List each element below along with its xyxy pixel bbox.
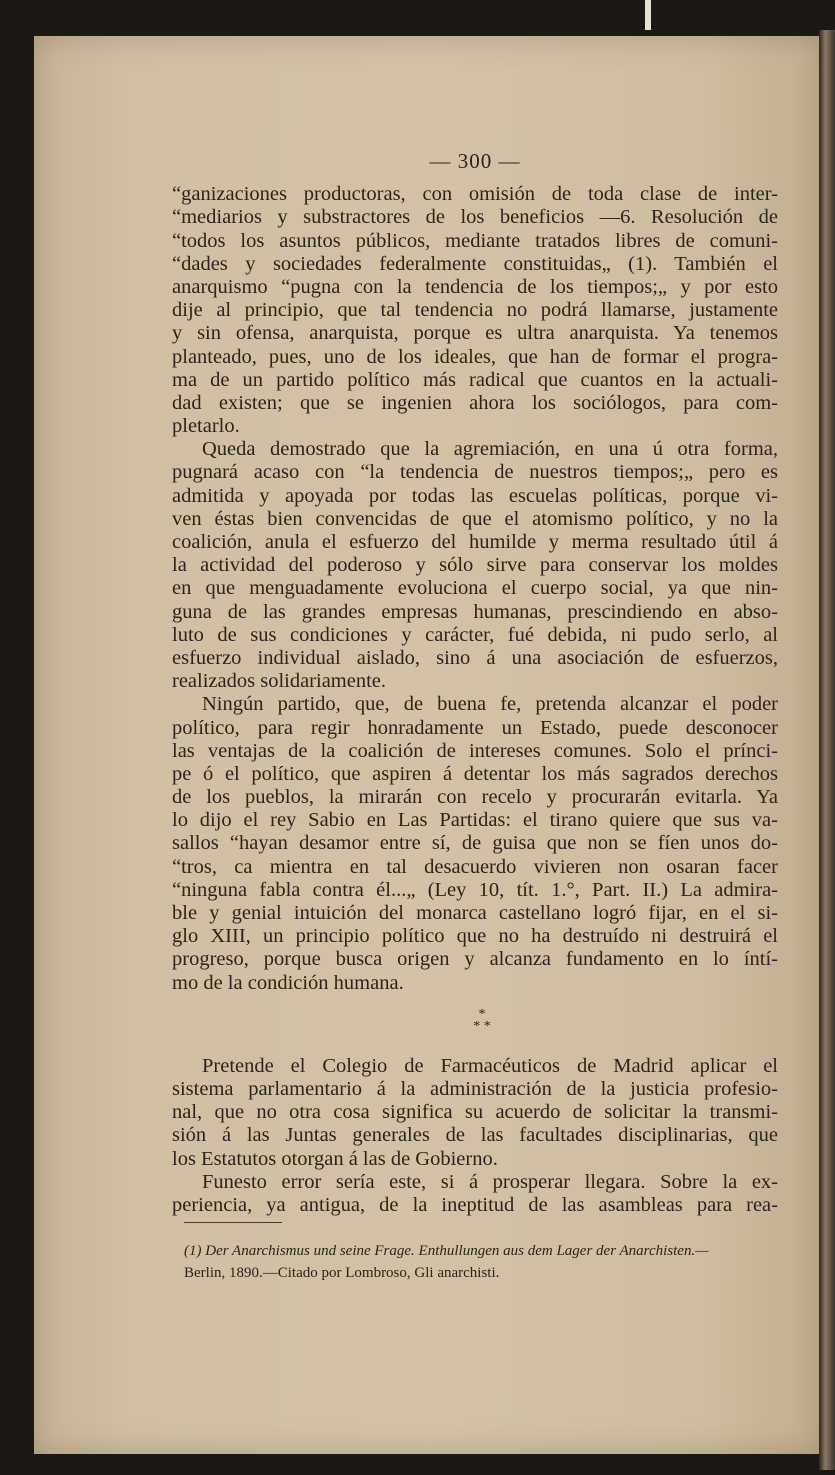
footnote-line: (1) Der Anarchismus und seine Frage. Enthullungen aus dem Lager der Anarchisten.—: [184, 1243, 709, 1259]
paragraph-2: [172, 438, 778, 693]
asterism-bottom: * *: [473, 1018, 491, 1034]
text-line: de los pueblos, la mirarán con recelo y procurarán evitarla. Ya: [172, 786, 778, 809]
text-line: esfuerzo individual aislado, sino á una asociación de esfuerzos,: [172, 646, 778, 669]
text-line: dije al principio, que tal tendencia no podrá llamarse, justamente: [172, 299, 778, 322]
text-line: planteado, pues, uno de los ideales, que han de formar el progra-: [172, 345, 778, 368]
paragraph-4: [172, 1055, 778, 1171]
text-line: lo dijo el rey Sabio en Las Partidas: el tirano quiere que sus va-: [172, 809, 778, 832]
text-line: progreso, porque busca origen y alcanza fundamento en lo íntí-: [172, 948, 778, 971]
text-line: pletarlo.: [172, 415, 240, 438]
text-line: pugnará acaso con “la tendencia de nuestros tiempos;„ pero es: [172, 461, 778, 484]
footnote-line: Berlin, 1890.—Citado por Lombroso, Gli anarchisti.: [184, 1265, 500, 1281]
text-line: Funesto error sería este, si á prosperar llegara. Sobre la ex-: [202, 1170, 778, 1193]
text-line: la actividad del poderoso y sólo sirve para conservar los moldes: [172, 554, 778, 577]
text-line: dad existen; que se ingenien ahora los sociólogos, para com-: [172, 391, 778, 414]
text-line: Queda demostrado que la agremiación, en una ú otra forma,: [202, 438, 778, 461]
footnote: [184, 1240, 778, 1284]
text-line: “todos los asuntos públicos, mediante tratados libres de comuni-: [172, 229, 778, 252]
scan-edge-mark: [645, 0, 651, 30]
text-line: las ventajas de la coalición de intereses comunes. Solo el prínci-: [172, 739, 778, 762]
text-line: glo XIII, un principio político que no ha destruído ni destruirá el: [172, 925, 778, 948]
text-line: Ningún partido, que, de buena fe, pretenda alcanzar el poder: [202, 693, 778, 716]
text-line: los Estatutos otorgan á las de Gobierno.: [172, 1147, 498, 1170]
text-line: admitida y apoyada por todas las escuelas políticas, porque vi-: [172, 484, 778, 507]
text-line: ble y genial intuición del monarca castellano logró fijar, en el si-: [172, 902, 778, 925]
text-line: anarquismo “pugna con la tendencia de los tiempos;„ y por esto: [172, 275, 778, 298]
text-line: Pretende el Colegio de Farmacéuticos de Madrid aplicar el: [202, 1054, 778, 1077]
text-line: “tros, ca mientra en tal desacuerdo vivieren non osaran facer: [172, 855, 778, 878]
body-text: [172, 150, 778, 1217]
text-line: “ninguna fabla contra él...„ (Ley 10, tít. 1.°, Part. II.) La admira-: [172, 878, 778, 901]
text-line: nal, que no otra cosa significa su acuerdo de solicitar la transmi-: [172, 1101, 778, 1124]
text-line: “mediarios y substractores de los beneficios —6. Resolución de: [172, 206, 778, 229]
text-line: realizados solidariamente.: [172, 670, 387, 693]
text-line: mo de la condición humana.: [172, 971, 404, 994]
section-asterism: [282, 995, 682, 1055]
text-line: guna de las grandes empresas humanas, prescindiendo en abso-: [172, 600, 778, 623]
text-line: “dades y sociedades federalmente constituidas„ (1). También el: [172, 252, 778, 275]
text-line: ma de un partido político más radical que cuantos en la actuali-: [172, 368, 778, 391]
book-spine-edge: [819, 30, 835, 1470]
text-line: sión á las Juntas generales de las facultades disciplinarias, que: [172, 1124, 778, 1147]
asterism-top: *: [478, 1006, 486, 1022]
text-line: pe ó el político, que aspiren á detentar los más sagrados derechos: [172, 762, 778, 785]
text-line: “ganizaciones productoras, con omisión de toda clase de inter-: [172, 183, 778, 206]
text-line: periencia, ya antigua, de la ineptitud de las asambleas para rea-: [172, 1193, 778, 1216]
paragraph-5: [172, 1171, 778, 1217]
text-line: luto de sus condiciones y carácter, fué debida, ni pudo serlo, al: [172, 623, 778, 646]
text-line: en que menguadamente evoluciona el cuerpo social, ya que nin-: [172, 577, 778, 600]
text-line: coalición, anula el esfuerzo del humilde y merma resultado útil á: [172, 531, 778, 554]
text-line: sistema parlamentario á la administración de la justicia profesio-: [172, 1077, 778, 1100]
paragraph-1: [172, 183, 778, 438]
text-line: y sin ofensa, anarquista, porque es ultra anarquista. Ya tenemos: [172, 322, 778, 345]
paragraph-3: [172, 693, 778, 994]
text-line: sallos “hayan desamor entre sí, de guisa que non se fíen unos do-: [172, 832, 778, 855]
text-line: ven éstas bien convencidas de que el atomismo político, y no la: [172, 507, 778, 530]
page-number: — 300 —: [429, 149, 521, 173]
footnote-rule: [184, 1222, 282, 1223]
text-line: político, para regir honradamente un Estado, puede desconocer: [172, 716, 778, 739]
